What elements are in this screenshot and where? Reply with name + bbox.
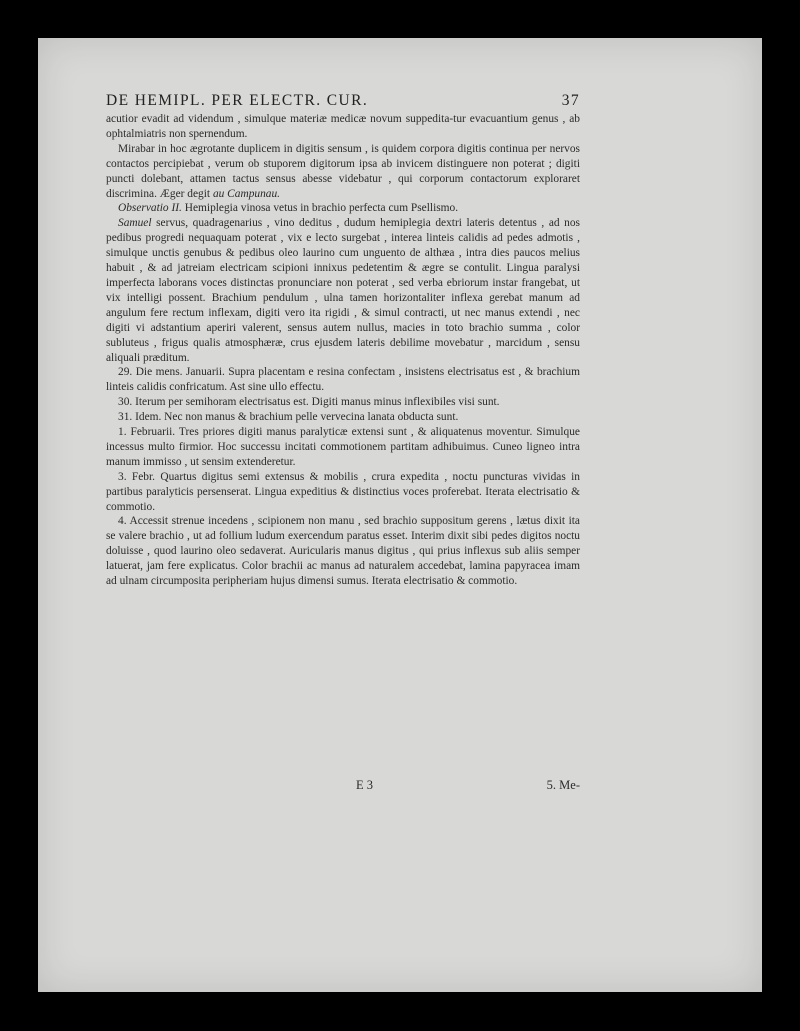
entry-3-feb: 3. Febr. Quartus digitus semi extensus & mobilis , crura expedita , noctu puncturas vividas in partibus paralyticis persenserat. Lingua expeditius & distinctius voces proferebat. Iterata electrisatio & commotio. [106,470,580,513]
paragraph-4-text: servus, quadragenarius , vino deditus , dudum hemiplegia dextri lateris detentus , ad nos pedibus progredi nequaquam poterat , vix e lecto surgebat , interea linteis calidis ad pedes admotis , simulque unctis genubus & pedibus oleo laurino cum unguento de althæa , intra dies paucos melius habuit , & ad jatreiam electricam scipioni innixus pedetentim & ægre se contulit. Lingua paralysi imperfecta laborans voces distinctas pronunciare non poterat , sed verba ebriorum instar frangebat, ut vix intelligi possent. Brachium pendulum , ulna tamen horizontaliter inflexa gerebat manum ad angulum fere rectum inflexam, digiti vero ita rigidi , & simul contracti, ut nec manus extendi , nec digiti vi adstantium aperiri valerent, sensus autem nullus, macies in toto brachio summa , color subluteus , frigus qualis atmosphæræ, crus ejusdem lateris debilime movebatur , marcidum , sensu aliquali præditum. [106,217,580,364]
patient-name: Samuel [118,217,152,230]
book-page [38,38,762,992]
patient-residence: au Campunau. [212,187,281,200]
entry-29-jan: 29. Die mens. Januarii. Supra placentam e resina confectam , insistens electrisatus est , & brachium linteis calidis confricatum. Ast sine ullo effectu. [106,366,580,394]
observation-title: Hemiplegia vinosa vetus in brachio perfecta cum Psellismo. [184,202,459,215]
entry-31: 31. Idem. Nec non manus & brachium pelle vervecina lanata obducta sunt. [118,411,459,424]
entry-30: 30. Iterum per semihoram electrisatus est. Digiti manus minus inflexibiles visi sunt. [118,396,500,409]
paragraph-4 [106,216,580,365]
paragraph-2 [106,142,580,202]
running-title: DE HEMIPL. PER ELECTR. CUR. [106,92,369,109]
entry-1-feb: 1. Februarii. Tres priores digiti manus paralyticæ extensi sunt , & aliquatenus moventur. Simulque incessus multo firmior. Hoc successu incitati commotionem partitam adhibuimus. Cuneo ligneo intra manum immisso , ut sensim extenderetur. [106,426,580,468]
paragraph-1: acutior evadit ad videndum , simulque materiæ medicæ novum suppedita-tur evacuantium genus , ab ophtalmiatris non spernendum. [106,113,580,140]
observation-label: Observatio II. [118,202,182,215]
page-number: 37 [561,92,580,109]
observation-heading [106,201,580,216]
entry-4-feb: 4. Accessit strenue incedens , scipionem non manu , sed brachio suppositum gerens , lætus dixit ita se valere brachio , ut ad follium ludum exercendum paratus esset. Interim dixit sibi pedes digitos noctu doluisse , quod laurino oleo sedaverat. Auricularis manus digitus , qui prius inflexus sub aliis semper latuerat, jam fere explicatus. Color brachii ac manus ad naturalem accedebat, lamina papyracea imam ad ulnam circumposita peripheriam hujus dimensi sumus. Iterata electrisatio & commotio. [106,515,580,588]
catchword: 5. Me- [546,778,580,792]
page-text [106,112,580,589]
paragraph-2-text: Mirabar in hoc ægrotante duplicem in digitis sensum , is quidem corpora digitis continua per nervos contactos percipiebat , verum ob stuporem digitorum ipsa ab invicem distinguere non poterat ; digiti puncti dolebant, attamen tactus sensus abesse videbatur , qui corporum contactorum exploraret discrimina. Æger degit [106,142,580,200]
running-header [106,92,580,110]
signature-mark: E 3 [356,778,374,792]
